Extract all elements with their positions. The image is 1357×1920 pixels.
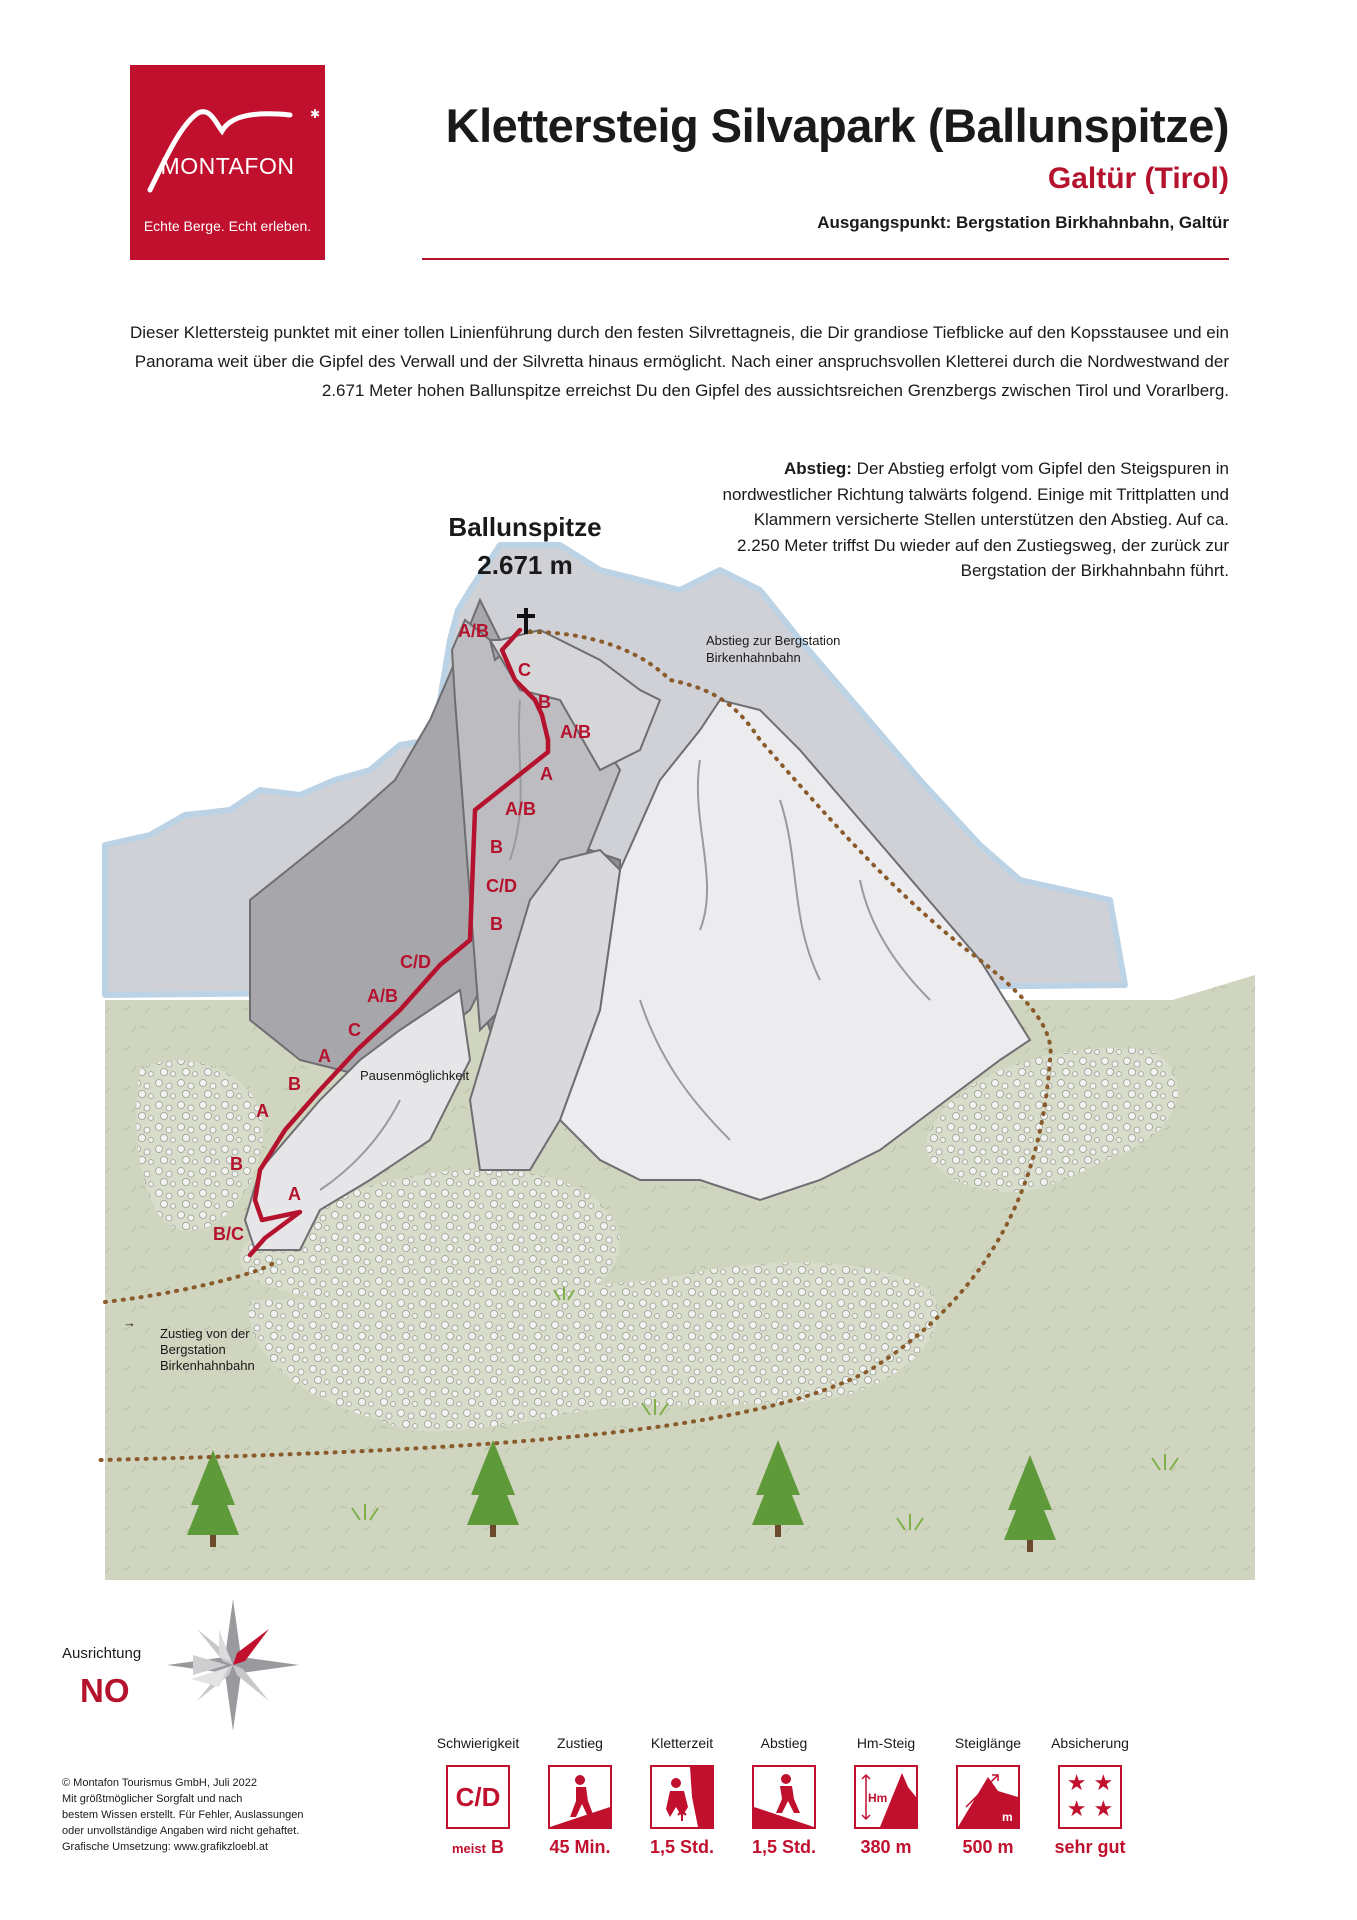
copyright-line: Grafische Umsetzung: www.grafikzloebl.at — [62, 1841, 269, 1853]
elevation-icon-text: Hm — [868, 1791, 888, 1805]
intro-text: Dieser Klettersteig punktet mit einer tollen Linienführung durch den festen Silvrettagneis, die Dir grandiose Tiefblicke auf den Kopsstausee und ein Panorama weit über die Gipfel des Verwall und der Silvretta hinaus ermöglicht. Nach einer anspruchsvollen Kletterei durch die Nordwestwand der 2.671 Meter hohen Ballunspitze erreichst Du den Gipfel des aussichtsreichen Grenzbergs zwischen Tirol und Vorarlberg. — [129, 323, 1229, 400]
logo-claim: Echte Berge. Echt erleben. — [143, 218, 312, 234]
stat-value: 45 Min. — [549, 1837, 611, 1857]
rest-stop-label: Pausenmöglichkeit — [360, 1068, 470, 1083]
stars-row: ★ ★ — [1066, 1797, 1114, 1822]
page-subtitle: Galtür (Tirol) — [1047, 162, 1229, 195]
route-length-icon-text: m — [1002, 1810, 1013, 1824]
starting-point: Ausgangspunkt: Bergstation Birkhahnbahn, Galtür — [817, 213, 1229, 232]
stat-label: Kletterzeit — [650, 1735, 714, 1751]
stat-approach — [537, 1735, 623, 1858]
descent-label-line1: Abstieg zur Bergstation — [706, 633, 841, 648]
copyright-line: © Montafon Tourismus GmbH, Juli 2022 — [62, 1777, 257, 1789]
stat-value: sehr gut — [1054, 1837, 1126, 1857]
difficulty-grade: C/D — [455, 1782, 501, 1812]
climber-icon — [650, 1765, 714, 1829]
route-grade: A — [318, 1046, 331, 1066]
hiker-downhill-icon — [752, 1765, 816, 1829]
stat-label: Abstieg — [760, 1735, 808, 1751]
route-grade: B — [490, 837, 503, 857]
route-grade: A — [288, 1184, 301, 1204]
route-grade: C — [518, 660, 531, 680]
stat-value: 380 m — [860, 1837, 912, 1857]
stat-value: 1,5 Std. — [751, 1837, 817, 1857]
hiker-uphill-icon — [548, 1765, 612, 1829]
stat-label: Schwierigkeit — [436, 1735, 520, 1751]
logo-brand: MONTAFON — [160, 153, 295, 179]
route-grade: A/B — [367, 986, 398, 1006]
descent-text: Der Abstieg erfolgt vom Gipfel den Steigspuren in nordwestlicher Richtung talwärts folgend. Einige mit Trittplatten und Klammern versicherte Stellen unterstützen den Abstieg. Auf ca. 2.250 Meter triffst Du wieder auf den Zustiegsweg, der zurück zur Bergstation der Birkhahnbahn führt. — [722, 459, 1229, 580]
compass-rose-icon — [165, 1597, 301, 1733]
difficulty-badge — [446, 1765, 510, 1829]
approach-label-line2: Bergstation — [160, 1342, 226, 1357]
summit-name: Ballunspitze — [448, 512, 602, 542]
approach-label-line1: Zustieg von der — [160, 1326, 250, 1341]
route-grade: C/D — [400, 952, 431, 972]
svg-text:✱: ✱ — [310, 107, 321, 121]
stat-value-small: meist — [452, 1841, 486, 1856]
stat-label: Zustieg — [557, 1735, 603, 1751]
route-grade: B — [538, 692, 551, 712]
summit-height: 2.671 m — [477, 550, 573, 580]
stat-route-length — [945, 1735, 1031, 1858]
route-grade: A/B — [458, 621, 489, 641]
stat-difficulty — [435, 1735, 521, 1858]
stat-value: 500 m — [962, 1837, 1014, 1857]
stat-climb-time — [639, 1735, 725, 1858]
page-title: Klettersteig Silvapark (Ballunspitze) — [445, 99, 1229, 152]
route-grade: A — [540, 764, 553, 784]
orientation-label: Ausrichtung — [62, 1645, 142, 1662]
stat-value: B — [490, 1837, 504, 1857]
route-grade: C/D — [486, 876, 517, 896]
route-grade: A/B — [505, 799, 536, 819]
elevation-icon — [854, 1765, 918, 1829]
stat-height-gain — [843, 1735, 929, 1858]
stat-protection — [1047, 1735, 1133, 1858]
copyright-line: oder unvollständige Angaben wird nicht gehaftet. — [62, 1825, 300, 1837]
route-grade: B — [490, 914, 503, 934]
stat-value: 1,5 Std. — [649, 1837, 715, 1857]
stat-label: Hm-Steig — [856, 1735, 916, 1751]
route-grade: A — [256, 1101, 269, 1121]
copyright-notice — [62, 1775, 304, 1855]
approach-arrow-icon: → — [123, 1315, 136, 1330]
descent-label: Abstieg: — [783, 459, 852, 478]
stat-label: Absicherung — [1051, 1735, 1129, 1751]
route-grade: C — [348, 1020, 361, 1040]
stars-row: ★ ★ — [1066, 1771, 1114, 1796]
route-grade: B — [230, 1154, 243, 1174]
route-grade: A/B — [560, 722, 591, 742]
orientation-value: NO — [80, 1672, 130, 1709]
descent-label-line2: Birkenhahnbahn — [706, 650, 801, 665]
copyright-line: Mit größtmöglicher Sorgfalt und nach — [62, 1793, 243, 1805]
route-length-icon — [956, 1765, 1020, 1829]
copyright-line: bestem Wissen erstellt. Für Fehler, Auslassungen — [62, 1809, 304, 1821]
stat-descent — [741, 1735, 827, 1858]
route-grade: B/C — [213, 1224, 244, 1244]
approach-label-line3: Birkenhahnbahn — [160, 1358, 255, 1373]
route-grade: B — [288, 1074, 301, 1094]
stat-label: Steiglänge — [954, 1735, 1022, 1751]
protection-stars-icon — [1058, 1765, 1122, 1829]
